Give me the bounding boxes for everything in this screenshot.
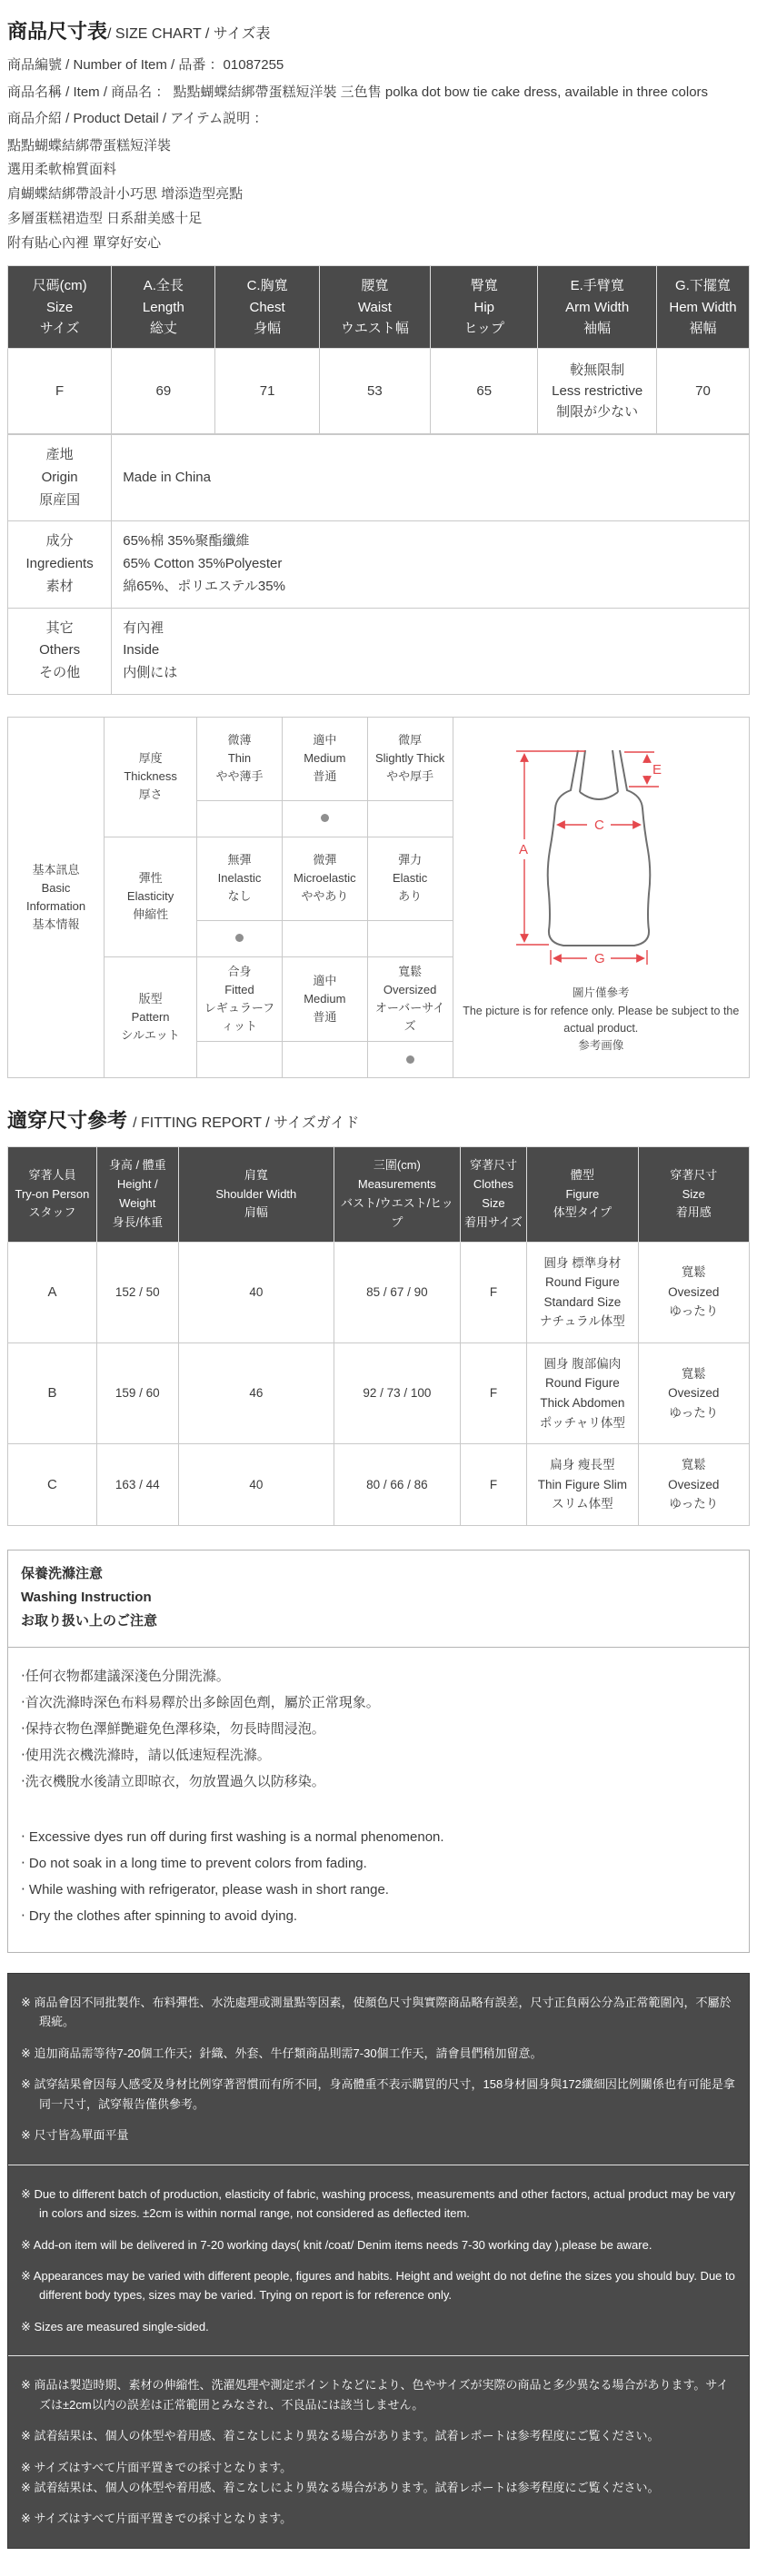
thickness-en: Thickness: [124, 769, 177, 784]
header-line-ja: 袖幅: [583, 320, 612, 336]
diagram-caption-ja: 参考画像: [578, 1039, 624, 1053]
basic-info-label: [8, 717, 105, 1078]
diagram-caption: [459, 985, 743, 1055]
washing-instruction-body: [8, 1648, 749, 1952]
person-value: B: [8, 1342, 97, 1443]
fit-ja: ゆったり: [669, 1304, 719, 1319]
fitting-header-shoulder: [178, 1147, 334, 1242]
fitting-header-row: [8, 1147, 750, 1242]
others-value: [112, 608, 750, 694]
opt-en: Inelastic: [217, 871, 262, 886]
washing-title-en: Washing Instruction: [21, 1590, 152, 1606]
opt-ja: レギュラーフィット: [204, 1001, 275, 1034]
thickness-dot-thin: [197, 800, 283, 837]
washing-note-zh: ‧保持衣物色澤鮮艷避免色澤移染，勿長時間浸泡。: [21, 1721, 325, 1738]
notice-ja: ※ 試着結果は、個人の体型や着用感、着こなしにより異なる場合があります。試着レポートは参考程度にご覧ください。: [21, 2429, 660, 2443]
size-value: F: [8, 349, 112, 434]
measurements-value: 80 / 66 / 86: [334, 1444, 461, 1526]
header-line-en: Try-on Person: [15, 1186, 90, 1201]
pattern-label: [105, 956, 197, 1078]
header-line-ja: スタッフ: [28, 1205, 76, 1220]
header-line-zh: 身高 / 體重: [108, 1158, 166, 1173]
measurements-value: 92 / 73 / 100: [334, 1342, 461, 1443]
page-title: [7, 16, 750, 45]
thickness-option-medium: [282, 717, 367, 800]
fitting-title-zh: 適穿尺寸參考: [7, 1109, 128, 1133]
header-line-en: Hem Width: [669, 299, 737, 315]
washing-instruction-box: [7, 1550, 750, 1953]
opt-en: Elastic: [393, 871, 428, 886]
ingredients-line-ja: 綿65%、ポリエステル35%: [123, 578, 285, 594]
header-line-ja: 裾幅: [689, 320, 717, 336]
ingredients-line-en: 65% Cotton 35%Polyester: [123, 556, 283, 571]
pattern-en: Pattern: [131, 1009, 170, 1024]
opt-ja: やや薄手: [215, 769, 264, 784]
thickness-label: [105, 717, 197, 837]
opt-ja: なし: [227, 889, 252, 904]
arm-width-value: [538, 349, 657, 434]
pattern-option-oversized: [367, 956, 453, 1042]
opt-en: Oversized: [383, 982, 437, 996]
product-number-line: 商品編號 / Number of Item / 品番 ：01087255: [7, 57, 284, 73]
fitting-header-person: [8, 1147, 97, 1242]
opt-en: Thin: [227, 751, 252, 766]
fitting-table: [7, 1146, 750, 1526]
washing-note-en: ‧ Excessive dyes run off during first washing is a normal phenomenon.: [21, 1829, 444, 1846]
notice-en: ※ Add-on item will be delivered in 7-20 working days( knit /coat/ Denim items needs 7-30 working day ),please be aware.: [21, 2237, 652, 2252]
header-line-ja: 着用感: [675, 1205, 712, 1220]
size-table-header-waist: [319, 266, 430, 349]
ingredients-row: [8, 521, 750, 608]
selection-dot: [321, 814, 329, 822]
figure-value: [527, 1342, 638, 1443]
washing-note-zh: ‧首次洗滌時深色布料易釋於出多餘固色劑，屬於正常現象。: [21, 1695, 380, 1711]
letter-e: E: [652, 762, 662, 778]
header-line-ja: 身幅: [254, 320, 282, 336]
washing-note-zh: ‧使用洗衣機洗滌時，請以低速短程洗滌。: [21, 1748, 271, 1764]
header-line-en: Measurements: [357, 1177, 436, 1192]
opt-ja: ややあり: [301, 889, 349, 904]
basic-info-label-ja: 基本情報: [32, 917, 80, 932]
figure-ja: スリム体型: [552, 1497, 613, 1511]
dress-outline: [547, 750, 650, 946]
opt-zh: 適中: [313, 973, 337, 987]
notice-box: [7, 1973, 750, 2549]
fitting-title: [7, 1105, 750, 1134]
origin-row: [8, 435, 750, 521]
header-line-ja: 総丈: [149, 320, 177, 336]
origin-label-ja: 原産国: [39, 491, 81, 508]
ingredients-label-zh: 成分: [45, 533, 74, 550]
product-info: [7, 55, 750, 253]
opt-en: Microelastic: [294, 871, 356, 886]
notice-zh: ※ 追加商品需等待7-20個工作天；針織、外套、牛仔類商品則需7-30個工作天，請會員們稍加留意。: [21, 2046, 543, 2060]
detail-line: 肩蝴蝶結綁帶設計小巧思 增添造型亮點: [7, 186, 244, 202]
fit-value: [638, 1444, 749, 1526]
fit-value: [638, 1342, 749, 1443]
header-line-ja: ウエスト幅: [340, 320, 409, 336]
header-line-zh: G.下擺寬: [675, 278, 731, 294]
measurement-lines: [516, 751, 659, 965]
pattern-dot-medium: [282, 1042, 367, 1078]
garment-diagram-cell: [453, 717, 749, 1078]
pattern-option-fitted: [197, 956, 283, 1042]
pattern-dot-fitted: [197, 1042, 283, 1078]
others-line-en: Inside: [123, 642, 160, 659]
header-line-en: Figure: [565, 1186, 600, 1201]
arm-width-zh: 較無限制: [570, 362, 625, 378]
clothes-size-value: F: [460, 1342, 526, 1443]
header-line-ja: サイズ: [39, 320, 80, 336]
height-weight-value: 159 / 60: [96, 1342, 178, 1443]
height-weight-value: 152 / 50: [96, 1242, 178, 1342]
header-line-zh: E.手臂寬: [570, 278, 624, 294]
fitting-row-b: [8, 1342, 750, 1443]
washing-title-ja: お取り扱い上のご注意: [21, 1613, 158, 1630]
elasticity-label: [105, 837, 197, 956]
opt-zh: 合身: [227, 964, 252, 978]
ingredients-label-ja: 素材: [45, 578, 74, 594]
letter-c: C: [593, 817, 604, 834]
clothes-size-value: F: [460, 1242, 526, 1342]
figure-en: Round Figure Standard Size: [543, 1275, 622, 1309]
header-line-en: Arm Width: [565, 299, 630, 315]
figure-value: [527, 1242, 638, 1342]
header-line-ja: バスト/ウエスト/ヒップ: [340, 1195, 453, 1229]
fit-en: Ovesized: [668, 1386, 720, 1401]
size-table-header-length: [112, 266, 215, 349]
measurements-value: 85 / 67 / 90: [334, 1242, 461, 1342]
notice-section-zh: [8, 1974, 749, 2165]
size-table-header-hip: [431, 266, 538, 349]
header-line-en: Size: [46, 299, 74, 315]
opt-ja: やや厚手: [386, 769, 434, 784]
header-line-zh: 肩寬: [244, 1167, 268, 1182]
diagram-caption-en: The picture is for refence only. Please be subject to the actual product.: [463, 1004, 740, 1035]
figure-en: Round Figure Thick Abdomen: [540, 1376, 625, 1411]
clothes-size-value: F: [460, 1444, 526, 1526]
others-line-ja: 内側には: [123, 665, 178, 680]
notice-ja: ※ サイズはすべて片面平置きでの採寸となります。: [21, 2512, 293, 2526]
shoulder-value: 40: [178, 1444, 334, 1526]
fit-ja: ゆったり: [669, 1497, 719, 1511]
fit-en: Ovesized: [668, 1477, 720, 1491]
opt-zh: 微彈: [313, 853, 337, 867]
opt-en: Medium: [304, 991, 346, 1006]
size-table-header-hem: [656, 266, 749, 349]
figure-ja: ポッチャリ体型: [539, 1415, 625, 1430]
opt-ja: オーバーサイズ: [374, 1001, 445, 1034]
arm-width-en: Less restrictive: [552, 382, 643, 399]
hem-value: 70: [656, 349, 749, 434]
opt-ja: あり: [398, 889, 423, 904]
washing-note-en: ‧ While washing with refrigerator, please wash in short range.: [21, 1882, 389, 1898]
arm-width-ja: 制限が少ない: [556, 404, 639, 421]
elasticity-ja: 伸縮性: [133, 907, 169, 922]
size-table-header-chest: [215, 266, 319, 349]
elasticity-zh: 彈性: [138, 871, 163, 886]
origin-label-en: Origin: [41, 469, 78, 485]
hip-value: 65: [431, 349, 538, 434]
others-label-zh: 其它: [45, 619, 74, 636]
thickness-option-thick: [367, 717, 453, 800]
details-table: [7, 434, 750, 695]
opt-ja: 普通: [313, 1010, 337, 1025]
ingredients-label-en: Ingredients: [25, 556, 94, 571]
opt-zh: 微薄: [227, 733, 252, 748]
washing-note-zh: ‧洗衣機脫水後請立即晾衣，勿放置過久以防移染。: [21, 1774, 325, 1790]
size-table-header-arm: [538, 266, 657, 349]
header-line-zh: 穿著人員: [28, 1167, 76, 1182]
opt-zh: 無彈: [227, 853, 252, 867]
pattern-ja: シルエット: [121, 1028, 180, 1043]
fitting-row-a: [8, 1242, 750, 1342]
notice-en: ※ Due to different batch of production, elasticity of fabric, washing process, measurements and other factors, actual product may be vary in colors and sizes. ±2cm is within normal range, not considered as deflected item.: [21, 2186, 735, 2221]
elasticity-en: Elasticity: [126, 889, 174, 904]
letter-a: A: [518, 842, 528, 858]
header-line-zh: 體型: [570, 1167, 594, 1182]
notice-zh: ※ 商品會因不同批製作、布料彈性、水洗處理或測量點等因素，使顏色尺寸與實際商品略有誤差，尺寸正負兩公分為正常範圍內，不屬於瑕疵。: [21, 1996, 732, 2029]
elasticity-option-inelastic: [197, 837, 283, 920]
pattern-dot-oversized: [367, 1042, 453, 1078]
header-line-ja: 身長/体重: [112, 1214, 164, 1229]
figure-zh: 扁身 瘦長型: [550, 1458, 615, 1472]
fit-zh: 寬鬆: [681, 1265, 706, 1280]
notice-en: ※ Sizes are measured single-sided.: [21, 2319, 209, 2333]
shoulder-value: 40: [178, 1242, 334, 1342]
thickness-ja: 厚さ: [138, 788, 163, 802]
header-line-en: Height / Weight: [116, 1177, 158, 1210]
basic-info-label-en2: Information: [26, 899, 86, 914]
fitting-header-figure: [527, 1147, 638, 1242]
header-line-ja: ヒップ: [463, 320, 505, 336]
header-line-en: Chest: [249, 299, 285, 315]
origin-value: Made in China: [112, 435, 750, 521]
product-detail-label: 商品介紹 / Product Detail / アイテム説明 ：: [7, 111, 268, 126]
header-line-zh: A.全長: [143, 278, 184, 294]
elasticity-dot-elastic: [367, 920, 453, 956]
size-table: [7, 265, 750, 434]
others-label-en: Others: [39, 642, 81, 659]
notice-zh: ※ 尺寸皆為單面平量: [21, 2128, 129, 2143]
fit-en: Ovesized: [668, 1284, 720, 1299]
detail-line: 點點蝴蝶結綁帶蛋糕短洋裝: [7, 137, 172, 154]
fit-ja: ゆったり: [669, 1405, 719, 1420]
thickness-dot-thick: [367, 800, 453, 837]
opt-zh: 彈力: [398, 853, 423, 867]
elasticity-dot-microelastic: [282, 920, 367, 956]
ingredients-line-zh: 65%棉 35%聚酯纖維: [123, 533, 250, 550]
header-line-zh: C.胸寬: [246, 278, 288, 294]
header-line-ja: 着用サイズ: [463, 1214, 523, 1229]
opt-zh: 適中: [313, 733, 337, 748]
size-chart-page: [7, 0, 750, 2576]
waist-value: 53: [319, 349, 430, 434]
figure-ja: ナチュラル体型: [540, 1314, 625, 1329]
detail-line: 選用柔軟棉質面料: [7, 162, 117, 178]
fitting-title-rest: / FITTING REPORT / サイズガイド: [133, 1115, 360, 1132]
page-title-rest: / SIZE CHART / サイズ表: [107, 26, 271, 42]
notice-zh: ※ 試穿結果會因每人感受及身材比例穿著習慣而有所不同，身高體重不表示購買的尺寸，158身材圓身與172纖細因比例關係也有可能是拿同一尺寸，試穿報告僅供參考。: [21, 2077, 735, 2111]
pattern-zh: 版型: [138, 991, 163, 1006]
fitting-header-height-weight: [96, 1147, 178, 1242]
size-table-data-row: [8, 349, 750, 434]
shoulder-value: 46: [178, 1342, 334, 1443]
notice-ja: ※ 試着結果は、個人の体型や着用感、着こなしにより異なる場合があります。試着レポートは参考程度にご覧ください。: [21, 2481, 660, 2495]
opt-en: Slightly Thick: [374, 751, 445, 766]
header-line-en: Waist: [357, 299, 392, 315]
elasticity-dot-inelastic: [197, 920, 283, 956]
opt-en: Fitted: [224, 982, 254, 996]
page-title-zh: 商品尺寸表: [7, 20, 108, 43]
figure-value: [527, 1444, 638, 1526]
fit-zh: 寬鬆: [681, 1458, 706, 1472]
elasticity-option-elastic: [367, 837, 453, 920]
figure-zh: 圓身 腹部偏肉: [543, 1356, 622, 1371]
notice-section-en: [8, 2165, 749, 2357]
basic-info-label-zh: 基本訊息: [32, 862, 80, 877]
figure-zh: 圓身 標準身材: [543, 1255, 622, 1270]
detail-line: 附有貼心內裡 單穿好安心: [7, 234, 162, 251]
opt-zh: 微厚: [398, 733, 423, 748]
origin-label-zh: 產地: [45, 447, 74, 462]
others-row: [8, 608, 750, 694]
selection-dot: [406, 1055, 414, 1064]
person-value: A: [8, 1242, 97, 1342]
notice-ja: ※ 商品は製造時期、素材の伸縮性、洗濯処理や測定ポイントなどにより、色やサイズが実際の商品と多少異なる場合があります。サイズは±2cm以内の誤差は正常範囲とみなされ、不良品には該当しません。: [21, 2378, 729, 2412]
header-line-en: Hip: [473, 299, 494, 315]
opt-zh: 寬鬆: [398, 964, 423, 978]
header-line-en: Length: [142, 299, 184, 315]
fitting-row-c: [8, 1444, 750, 1526]
pattern-option-medium: [282, 956, 367, 1042]
others-line-zh: 有內裡: [123, 619, 164, 636]
notice-ja: ※ サイズはすべて片面平置きでの採寸となります。: [21, 2460, 293, 2474]
washing-instruction-title: [8, 1551, 749, 1648]
measurement-letters: [519, 762, 662, 966]
thickness-option-row: [8, 717, 750, 800]
header-line-zh: 穿著尺寸: [670, 1167, 718, 1182]
thickness-dot-medium: [282, 800, 367, 837]
washing-title-zh: 保養洗滌注意: [21, 1566, 104, 1582]
elasticity-option-microelastic: [282, 837, 367, 920]
fit-zh: 寬鬆: [681, 1366, 706, 1381]
origin-label: [8, 435, 112, 521]
spacer: [21, 1796, 736, 1823]
others-label-ja: その他: [39, 665, 81, 680]
fitting-header-size-feel: [638, 1147, 749, 1242]
notice-section-ja: [8, 2356, 749, 2548]
selection-dot: [235, 934, 244, 942]
detail-line: 多層蛋糕裙造型 日系甜美感十足: [7, 210, 203, 226]
diagram-caption-zh: 圖片僅參考: [573, 986, 630, 1000]
product-detail-lines: [7, 136, 750, 253]
basic-info-label-en1: Basic: [41, 880, 71, 895]
fitting-header-clothes-size: [460, 1147, 526, 1242]
washing-note-en: ‧ Do not soak in a long time to prevent colors from fading.: [21, 1856, 367, 1872]
header-line-ja: 肩幅: [244, 1205, 268, 1220]
size-table-header-row: [8, 266, 750, 349]
length-value: 69: [112, 349, 215, 434]
fitting-header-measurements: [334, 1147, 461, 1242]
height-weight-value: 163 / 44: [96, 1444, 178, 1526]
garment-diagram: [494, 739, 708, 966]
thickness-zh: 厚度: [138, 751, 163, 766]
fit-value: [638, 1242, 749, 1342]
header-line-zh: 三圍(cm): [373, 1158, 421, 1173]
letter-g: G: [593, 951, 605, 967]
header-line-en: Clothes Size: [473, 1177, 513, 1210]
header-line-zh: 穿著尺寸: [469, 1158, 517, 1173]
others-label: [8, 608, 112, 694]
notice-en: ※ Appearances may be varied with different people, figures and habits. Height and weight do not define the sizes you should buy. Due to different body types, sizes may be varied. Trying on report is for reference only.: [21, 2268, 735, 2303]
opt-ja: 普通: [313, 769, 337, 784]
product-name-line: 商品名稱 / Item / 商品名 ： 點點蝴蝶結綁帶蛋糕短洋裝 三色售 polka dot bow tie cake dress, available in three colors: [7, 84, 709, 100]
opt-en: Medium: [304, 751, 346, 766]
header-line-zh: 腰寬: [361, 278, 389, 294]
header-line-ja: 体型タイプ: [553, 1205, 613, 1220]
header-line-zh: 尺碼(cm): [32, 278, 87, 294]
washing-note-zh: ‧任何衣物都建議深淺色分開洗滌。: [21, 1669, 230, 1685]
person-value: C: [8, 1444, 97, 1526]
header-line-en: Shoulder Width: [215, 1186, 297, 1201]
ingredients-label: [8, 521, 112, 608]
header-line-en: Size: [682, 1186, 705, 1201]
washing-note-en: ‧ Dry the clothes after spinning to avoid dying.: [21, 1908, 298, 1925]
ingredients-value: [112, 521, 750, 608]
header-line-zh: 臀寬: [470, 278, 498, 294]
size-table-header-size: [8, 266, 112, 349]
chest-value: 71: [215, 349, 319, 434]
thickness-option-thin: [197, 717, 283, 800]
basic-info-table: [7, 717, 750, 1079]
figure-en: Thin Figure Slim: [537, 1477, 627, 1491]
